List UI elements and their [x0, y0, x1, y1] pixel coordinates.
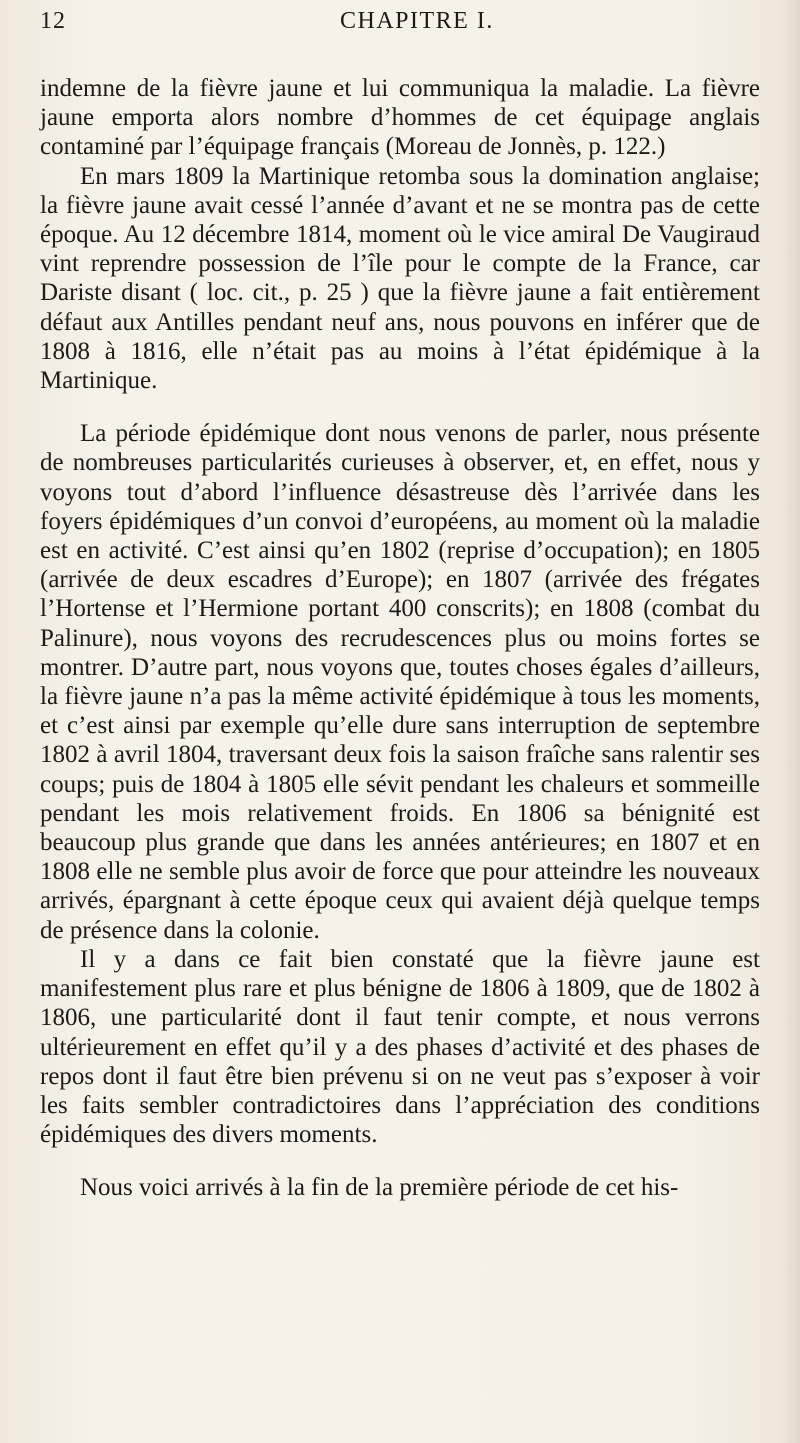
page-edge-shadow	[782, 0, 800, 1443]
paragraph-2: En mars 1809 la Martinique retomba sous la domination anglaise; la fièvre jaune avait cessé l’année d’avant et ne se montra pas de cette époque. Au 12 décembre 1814, moment où le vice amiral De Vaugiraud vint reprendre possession de l’île pour le compte de la France, car Dariste disant ( loc. cit., p. 25 ) que la fièvre jaune a fait entièrement défaut aux Antilles pendant neuf ans, nous pouvons en inférer que de 1808 à 1816, elle n’était pas au moins à l’état épidémique à la Martinique.	[40, 162, 760, 395]
page-header	[40, 8, 760, 48]
running-head: CHAPITRE I.	[340, 8, 494, 34]
paragraph-3: La période épidémique dont nous venons de parler, nous présente de nombreuses particularités curieuses à observer, et, en effet, nous y voyons tout d’abord l’influence désastreuse dès l’arrivée dans les foyers épidémiques d’un convoi d’européens, au moment où la maladie est en activité. C’est ainsi qu’en 1802 (reprise d’occupation); en 1805 (arrivée de deux escadres d’Europe); en 1807 (arrivée des frégates l’Hortense et l’Hermione portant 400 conscrits); en 1808 (combat du Palinure), nous voyons des recrudescences plus ou moins fortes se montrer. D’autre part, nous voyons que, toutes choses égales d’ailleurs, la fièvre jaune n’a pas la même activité épidémique à tous les moments, et c’est ainsi par exemple qu’elle dure sans interruption de septembre 1802 à avril 1804, traversant deux fois la saison fraîche sans ralentir ses coups; puis de 1804 à 1805 elle sévit pendant les chaleurs et sommeille pendant les mois relativement froids. En 1806 sa bénignité est beaucoup plus grande que dans les années antérieures; en 1807 et en 1808 elle ne semble plus avoir de force que pour atteindre les nouveaux arrivés, épargnant à cette époque ceux qui avaient déjà quelque temps de présence dans la colonie.	[40, 420, 760, 944]
paragraph-5: Nous voici arrivés à la fin de la première période de cet his-	[80, 1174, 679, 1202]
body-text	[40, 74, 760, 1203]
paragraph-4: Il y a dans ce fait bien constaté que la fièvre jaune est manifestement plus rare et plus bénigne de 1806 à 1809, que de 1802 à 1806, une particularité dont il faut tenir compte, et nous verrons ultérieurement en effet qu’il y a des phases d’activité et des phases de repos dont il faut être bien prévenu si on ne veut pas s’exposer à voir les faits sembler contradictoires dans l’appréciation des conditions épidémiques des divers moments.	[40, 945, 760, 1149]
page-number: 12	[40, 8, 66, 34]
paragraph-1: indemne de la fièvre jaune et lui communiqua la maladie. La fièvre jaune emporta alors nombre d’hommes de cet équipage anglais contaminé par l’équipage français (Moreau de Jonnès, p. 122.)	[40, 75, 760, 161]
